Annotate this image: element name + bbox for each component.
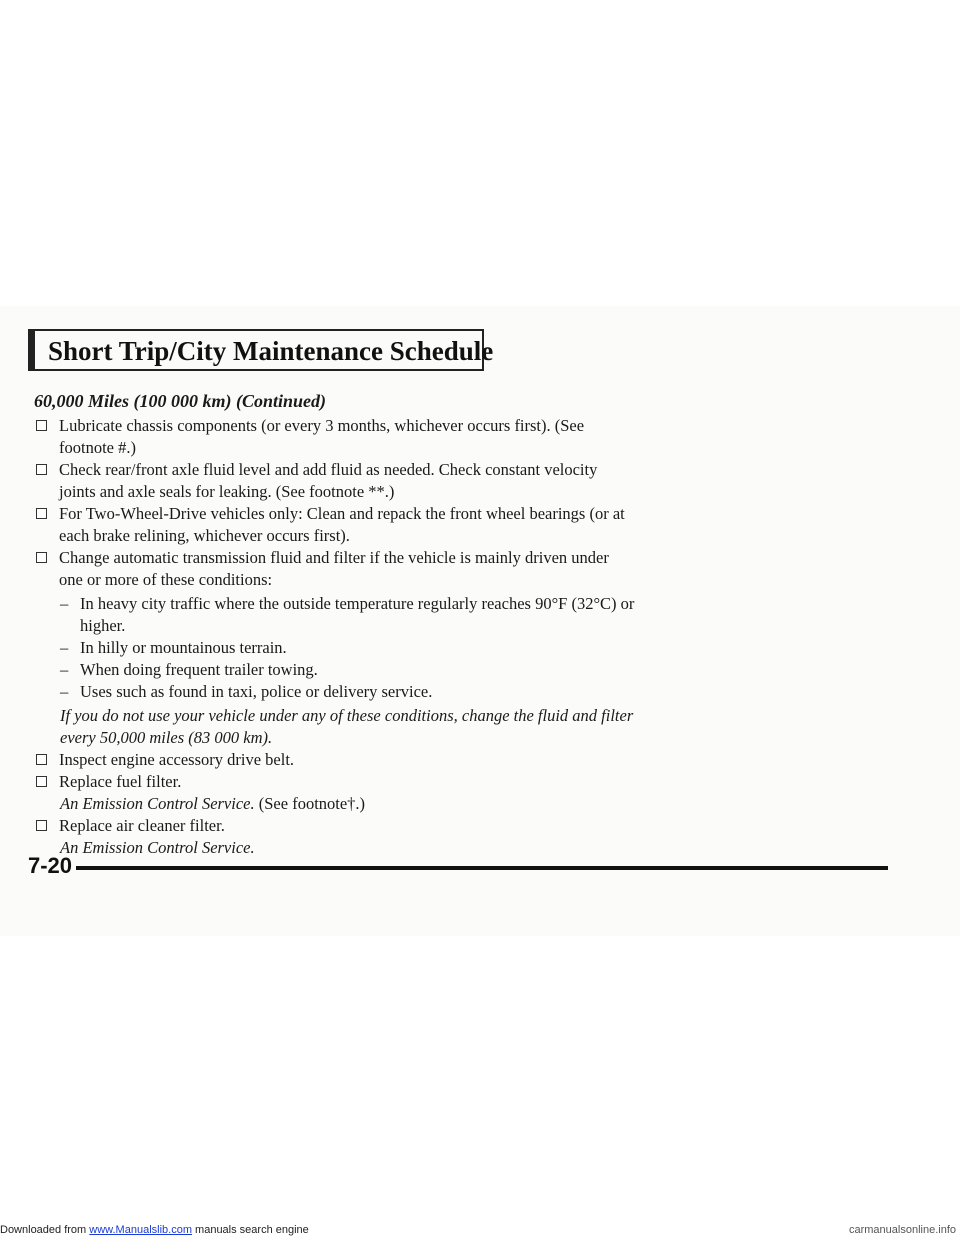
service-note — [36, 793, 636, 815]
dash-bullet: – — [60, 594, 69, 613]
condition-item — [36, 637, 636, 659]
title-box-accent — [30, 331, 35, 369]
manualslib-link[interactable]: www.Manualslib.com — [89, 1224, 192, 1236]
item-text: Lubricate chassis components (or every 3 months, whichever occurs first). (See footnote #.) — [59, 416, 585, 457]
download-prefix: Downloaded from — [0, 1224, 90, 1236]
checkbox-icon[interactable] — [36, 754, 47, 765]
dash-bullet: – — [60, 660, 69, 679]
item-text: For Two-Wheel-Drive vehicles only: Clean and repack the front wheel bearings (or at each brake relining, whichever occurs first). — [59, 504, 625, 545]
checkbox-icon[interactable] — [36, 552, 47, 563]
list-item — [36, 459, 636, 503]
list-item — [36, 771, 636, 793]
section-title-box — [28, 329, 494, 371]
condition-item — [36, 681, 636, 703]
list-item — [36, 415, 636, 459]
page-footer — [28, 853, 888, 883]
page-number: 7-20 — [28, 853, 73, 878]
emission-service-label: An Emission Control Service. — [60, 794, 255, 813]
condition-text: In heavy city traffic where the outside temperature regularly reaches 90°F (32°C) or higher. — [80, 594, 635, 635]
checkbox-icon[interactable] — [36, 820, 47, 831]
mileage-heading: 60,000 Miles (100 000 km) (Continued) — [34, 391, 327, 411]
footer-rule — [76, 866, 888, 870]
condition-item — [36, 593, 636, 637]
list-item — [36, 547, 636, 591]
footnote-ref: (See footnote†.) — [258, 794, 366, 813]
list-item — [36, 815, 636, 837]
condition-text: Uses such as found in taxi, police or delivery service. — [80, 682, 433, 701]
dash-bullet: – — [60, 682, 69, 701]
page-title: Short Trip/City Maintenance Schedule — [48, 336, 494, 366]
item-text: Check rear/front axle fluid level and add fluid as needed. Check constant velocity joints and axle seals for leaking. (See footnote **.) — [59, 460, 598, 501]
download-attribution — [0, 1224, 309, 1236]
transmission-note: If you do not use your vehicle under any of these conditions, change the fluid and filter every 50,000 miles (83 000 km). — [60, 706, 634, 747]
condition-item — [36, 659, 636, 681]
watermark-site: carmanualsonline.info — [848, 1224, 956, 1236]
item-text: Change automatic transmission fluid and filter if the vehicle is mainly driven under one or more of these conditions: — [59, 548, 609, 589]
dash-bullet: – — [60, 638, 69, 657]
download-suffix: manuals search engine — [191, 1224, 309, 1236]
checkbox-icon[interactable] — [36, 776, 47, 787]
item-text: Replace air cleaner filter. — [59, 816, 225, 835]
condition-text: When doing frequent trailer towing. — [80, 660, 318, 679]
maintenance-list — [36, 415, 636, 859]
item-text: Inspect engine accessory drive belt. — [59, 750, 295, 769]
checkbox-icon[interactable] — [36, 464, 47, 475]
checkbox-icon[interactable] — [36, 508, 47, 519]
list-item — [36, 503, 636, 547]
item-text: Replace fuel filter. — [59, 772, 182, 791]
condition-text: In hilly or mountainous terrain. — [80, 638, 287, 657]
emission-service-label: An Emission Control Service. — [60, 838, 255, 857]
list-item — [36, 749, 636, 771]
checkbox-icon[interactable] — [36, 420, 47, 431]
